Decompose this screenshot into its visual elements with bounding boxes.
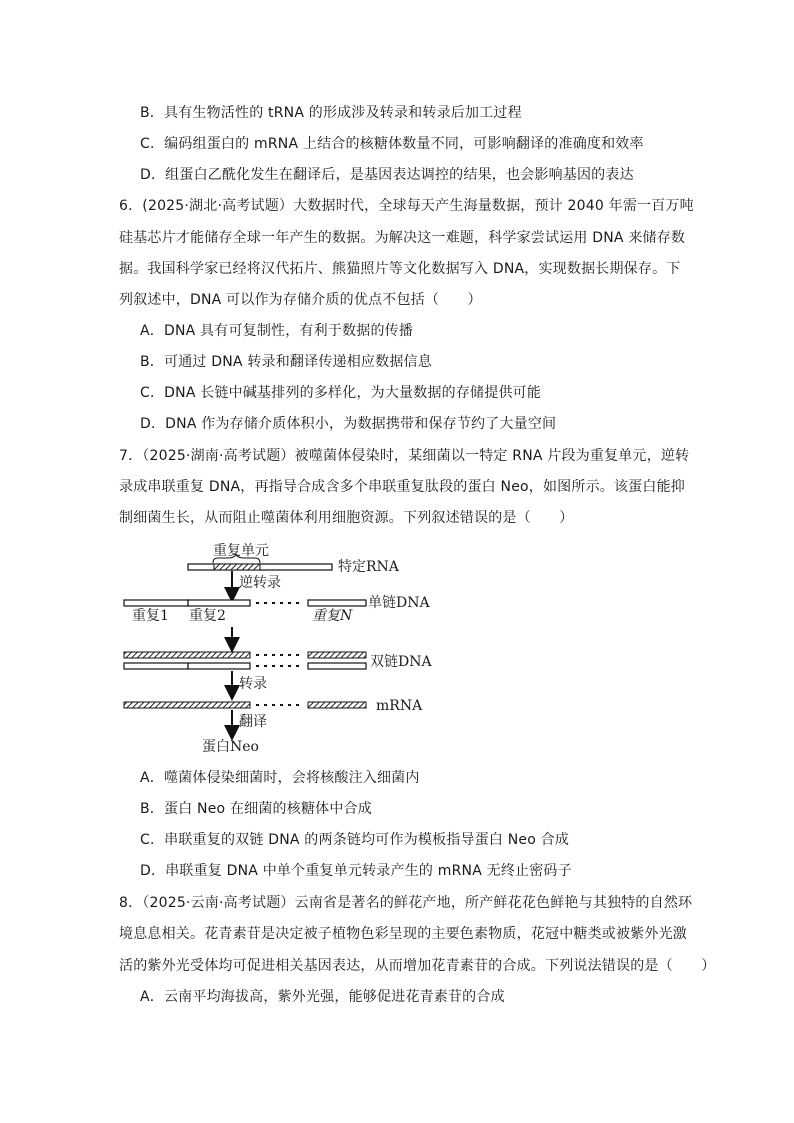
q5-option-d: D．组蛋白乙酰化发生在翻译后，是基因表达调控的结果，也会影响基因的表达 <box>140 167 634 183</box>
repeat-n-label: 重复N <box>312 608 353 624</box>
q6-option-c: C．DNA 长链中碱基排列的多样化，为大量数据的存储提供可能 <box>140 385 542 401</box>
q7-stem-line-1: 7．（2025·湖南·高考试题）被噬菌体侵染时，某细菌以一特定 RNA 片段为重复单元，逆转 <box>119 448 690 464</box>
q8-stem-line-2: 境息息相关。花青素苷是决定被子植物色彩呈现的主要色素物质，花冠中糖类或被紫外光激 <box>119 926 687 942</box>
mrna-bar-n <box>308 702 366 708</box>
ssdna-repeat-n <box>308 600 366 606</box>
q8-stem-line-3: 活的紫外光受体均可促进相关基因表达，从而增加花青素苷的合成。下列说法错误的是（ ） <box>119 958 716 974</box>
q6-stem-line-1: 6．(2025·湖北·高考试题）大数据时代，全球每天产生海量数据，预计 2040 年需一百万吨 <box>119 198 694 214</box>
q7-option-d: D．串联重复 DNA 中单个重复单元转录产生的 mRNA 无终止密码子 <box>140 863 572 879</box>
q6-stem-line-3: 据。我国科学家已经将汉代拓片、熊猫照片等文化数据写入 DNA，实现数据长期保存。下 <box>119 261 681 277</box>
repeat-unit-segment <box>214 564 260 570</box>
q6-option-a: A．DNA 具有可复制性，有利于数据的传播 <box>140 323 414 339</box>
repeat-2-label: 重复2 <box>189 608 226 624</box>
ssdna-label: 单链DNA <box>368 595 430 611</box>
dsdna-top-strand-n <box>308 652 366 658</box>
q7-stem-line-3: 制细菌生长，从而阻止噬菌体利用细胞资源。下列叙述错误的是（ ） <box>119 510 574 526</box>
q7-option-c: C．串联重复的双链 DNA 的两条链均可作为模板指导蛋白 Neo 合成 <box>140 832 570 848</box>
q6-stem-line-2: 硅基芯片才能储存全球一年产生的数据。为解决这一难题，科学家尝试运用 DNA 来储存数 <box>119 230 686 246</box>
ssdna-repeat-2 <box>188 600 250 606</box>
q5-option-c: C．编码组蛋白的 mRNA 上结合的核糖体数量不同，可影响翻译的准确度和效率 <box>140 136 644 152</box>
ssdna-repeat-1 <box>124 600 188 606</box>
dsdna-bottom-strand-n <box>308 663 366 669</box>
q8-stem-line-1: 8．（2025·云南·高考试题）云南省是著名的鲜花产地，所产鲜花花色鲜艳与其独特的自然环 <box>119 895 693 911</box>
reverse-transcription-diagram <box>118 535 458 757</box>
mrna-label: mRNA <box>376 698 423 714</box>
dsdna-label: 双链DNA <box>370 654 432 670</box>
q7-option-a: A．噬菌体侵染细菌时，会将核酸注入细菌内 <box>140 770 420 786</box>
q6-option-b: B．可通过 DNA 转录和翻译传递相应数据信息 <box>140 354 432 370</box>
q7-stem-line-2: 录成串联重复 DNA，再指导合成含多个串联重复肽段的蛋白 Neo，如图所示。该蛋白能抑 <box>119 479 685 495</box>
dsdna-bottom-strand-1 <box>124 663 188 669</box>
specific-rna-label: 特定RNA <box>338 559 399 575</box>
q7-option-b: B．蛋白 Neo 在细菌的核糖体中合成 <box>140 801 372 817</box>
transcription-label: 转录 <box>239 676 267 692</box>
translation-label: 翻译 <box>239 714 267 730</box>
dsdna-top-strand <box>124 652 250 658</box>
repeat-unit-label: 重复单元 <box>213 543 269 559</box>
q8-option-a: A．云南平均海拔高，紫外光强，能够促进花青素苷的合成 <box>140 989 505 1005</box>
dsdna-bottom-strand-2 <box>188 663 250 669</box>
protein-neo-label: 蛋白Neo <box>202 739 259 755</box>
q6-stem-line-4: 列叙述中，DNA 可以作为存储介质的优点不包括（ ） <box>119 292 482 308</box>
q6-option-d: D．DNA 作为存储介质体积小，为数据携带和保存节约了大量空间 <box>140 416 557 432</box>
mrna-bar <box>124 702 250 708</box>
reverse-transcription-label: 逆转录 <box>239 575 281 591</box>
repeat-1-label: 重复1 <box>132 608 169 624</box>
q5-option-b: B．具有生物活性的 tRNA 的形成涉及转录和转录后加工过程 <box>140 105 522 121</box>
